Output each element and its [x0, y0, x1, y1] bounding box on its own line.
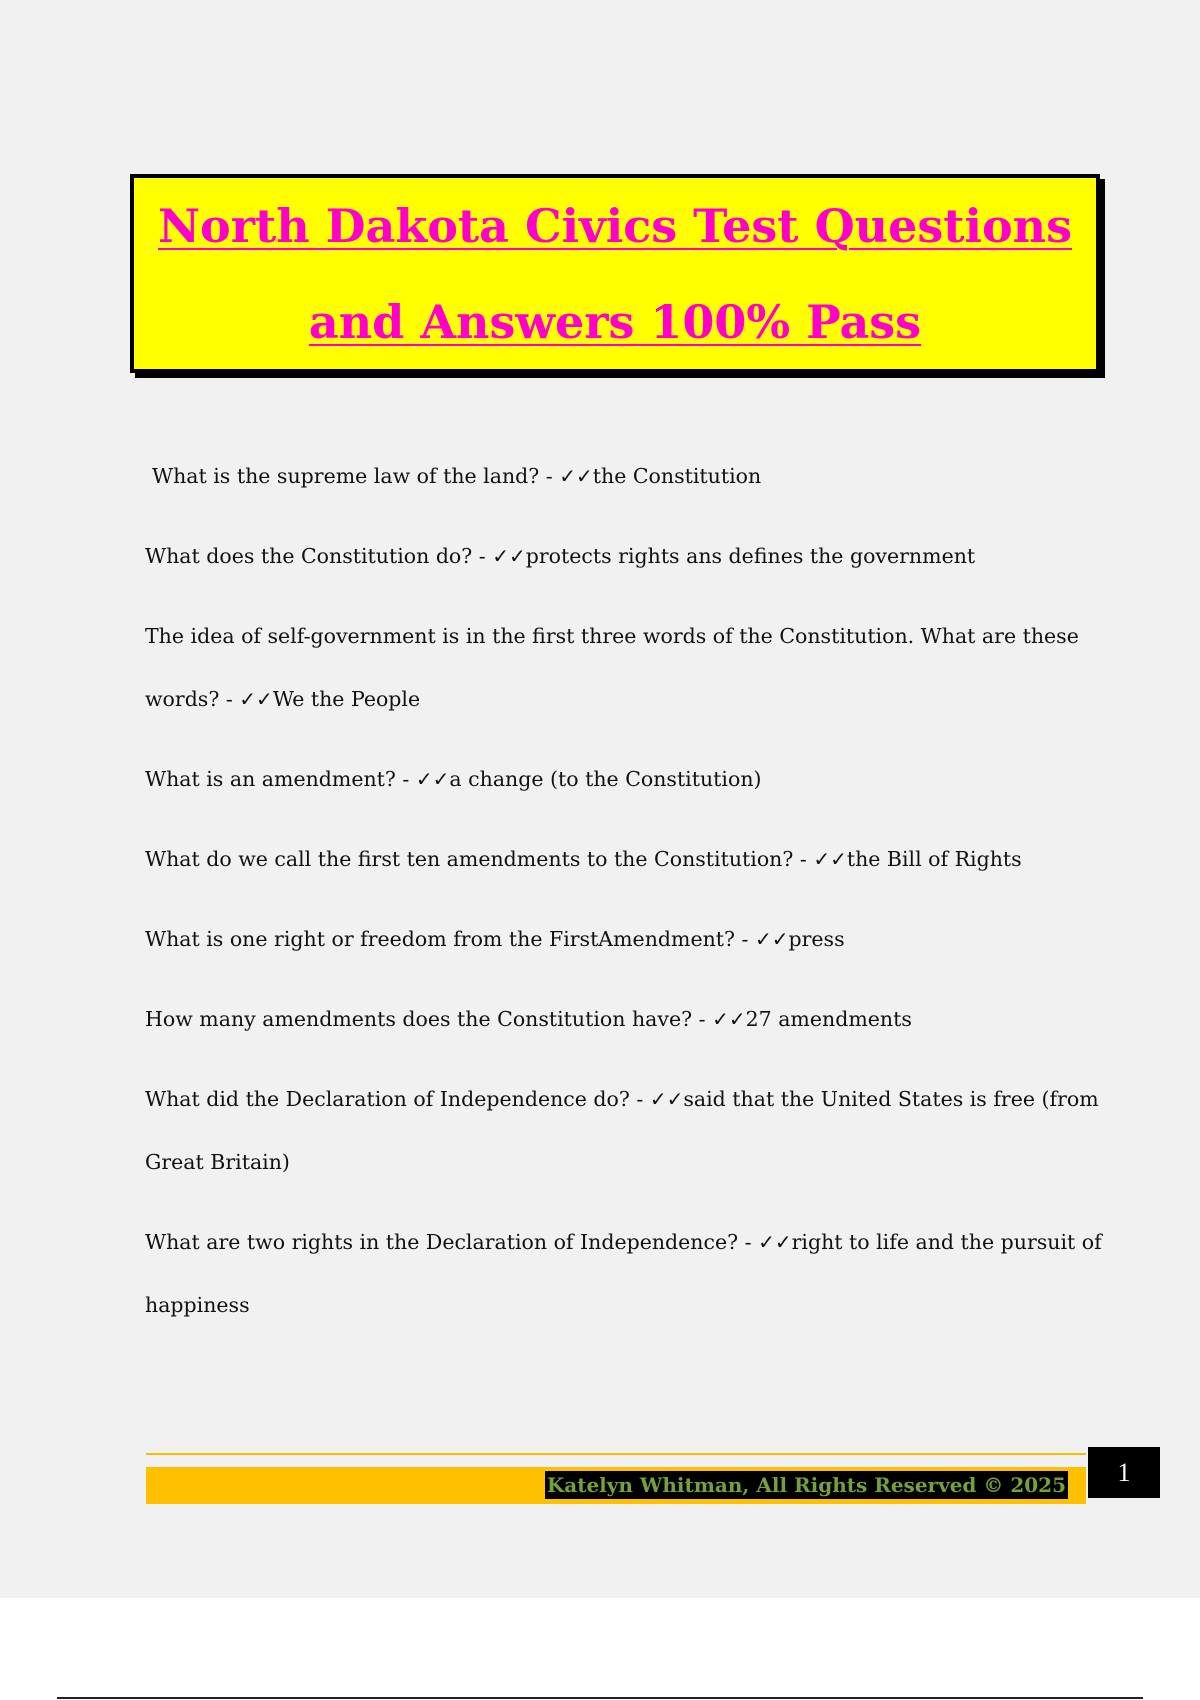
- question-text: What does the Constitution do? -: [145, 544, 493, 568]
- checkmark-icon: ✓✓: [813, 847, 847, 871]
- title-banner: [130, 174, 1100, 373]
- answer-text: a change (to the Constitution): [449, 767, 762, 791]
- question-text: What is the supreme law of the land? -: [152, 464, 560, 488]
- footer-copyright: Katelyn Whitman, All Rights Reserved © 2025: [546, 1473, 1066, 1497]
- checkmark-icon: ✓✓: [239, 687, 273, 711]
- question-text: What is one right or freedom from the FirstAmendment? -: [145, 927, 755, 951]
- checkmark-icon: ✓✓: [712, 1007, 746, 1031]
- answer-text: said that the United States is free (from Great Britain): [145, 1087, 1099, 1174]
- qa-item: [145, 828, 1105, 891]
- qa-list: [145, 445, 1105, 1354]
- qa-item: [145, 445, 1105, 508]
- title-line-2: and Answers 100% Pass: [308, 295, 922, 349]
- question-text: What is an amendment? -: [145, 767, 416, 791]
- question-text: What are two rights in the Declaration of Independence? -: [145, 1230, 759, 1254]
- checkmark-icon: ✓✓: [649, 1087, 684, 1111]
- answer-text: the Bill of Rights: [846, 847, 1022, 871]
- page-number: 1: [1088, 1447, 1160, 1498]
- answer-text: We the People: [272, 687, 421, 711]
- qa-item: [145, 748, 1105, 811]
- answer-text: right to life and the pursuit of happiness: [145, 1230, 1102, 1317]
- qa-item: [145, 908, 1105, 971]
- question-text: What did the Declaration of Independence do? -: [145, 1087, 650, 1111]
- qa-item: [145, 605, 1105, 731]
- qa-item: [145, 1068, 1105, 1194]
- title-line-1: North Dakota Civics Test Questions: [157, 199, 1072, 253]
- checkmark-icon: ✓✓: [415, 767, 450, 791]
- question-text: What do we call the first ten amendments to the Constitution? -: [145, 847, 814, 871]
- question-text: The idea of self-government is in the first three words of the Constitution. What are these words? -: [145, 624, 1079, 711]
- qa-item: [145, 525, 1105, 588]
- answer-text: protects rights ans defines the government: [525, 544, 976, 568]
- checkmark-icon: ✓✓: [492, 544, 526, 568]
- footer-divider: [146, 1453, 1086, 1455]
- checkmark-icon: ✓✓: [754, 927, 789, 951]
- answer-text: 27 amendments: [745, 1007, 912, 1031]
- checkmark-icon: ✓✓: [758, 1230, 792, 1254]
- question-text: How many amendments does the Constitution have? -: [145, 1007, 713, 1031]
- bottom-divider: [57, 1697, 1143, 1699]
- checkmark-icon: ✓✓: [559, 464, 593, 488]
- answer-text: the Constitution: [592, 464, 762, 488]
- qa-item: [145, 988, 1105, 1051]
- footer-bar: [146, 1467, 1086, 1504]
- answer-text: press: [788, 927, 845, 951]
- qa-item: [145, 1211, 1105, 1337]
